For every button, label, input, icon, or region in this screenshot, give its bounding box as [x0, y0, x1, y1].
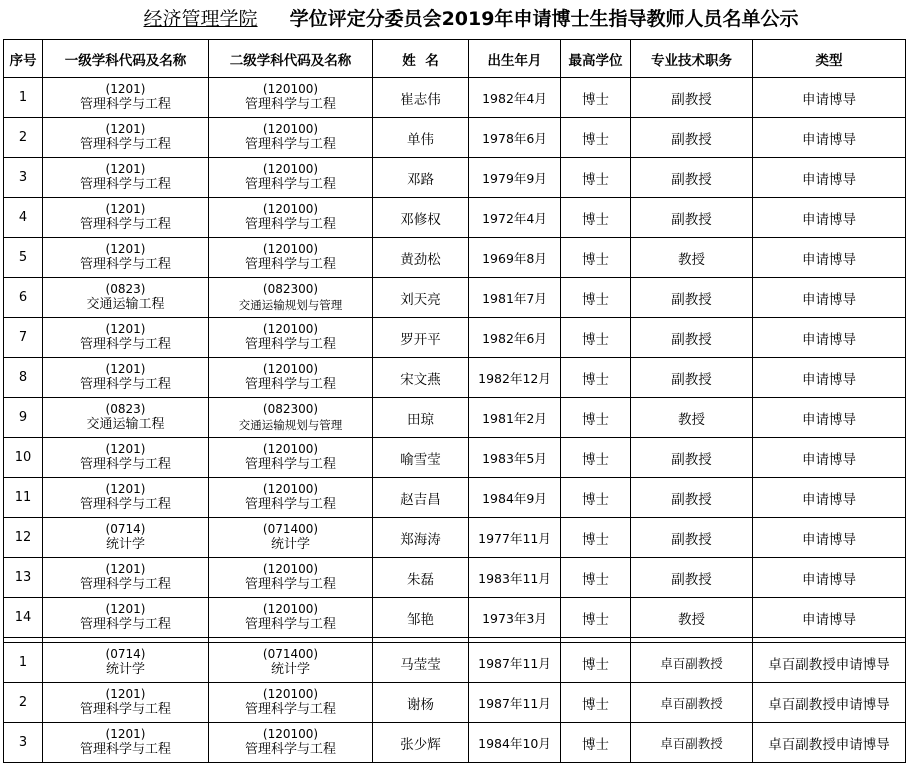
cell-title: 副教授: [631, 198, 753, 238]
table-row: [4, 78, 906, 118]
table-row: [4, 478, 906, 518]
discipline-1-name: 管理科学与工程: [79, 377, 171, 392]
discipline-1-code: (0823): [105, 402, 146, 416]
header-discipline-2: 二级学科代码及名称: [209, 40, 373, 78]
cell-discipline-1: [43, 158, 209, 198]
cell-degree: 博士: [561, 518, 631, 558]
school-name: 经济管理学院: [143, 8, 258, 30]
discipline-1-name: 管理科学与工程: [79, 177, 171, 192]
cell-type: 卓百副教授申请博导: [753, 683, 906, 723]
table-row: [4, 518, 906, 558]
discipline-2-code: (120100): [262, 322, 319, 336]
cell-birth: 1981年7月: [469, 278, 561, 318]
cell-discipline-2: [209, 158, 373, 198]
cell-type: 申请博导: [753, 518, 906, 558]
discipline-1-code: (1201): [105, 242, 146, 256]
cell-discipline-1: [43, 518, 209, 558]
cell-seq: 13: [4, 558, 43, 598]
discipline-1-name: 管理科学与工程: [79, 702, 171, 717]
discipline-2-name: 管理科学与工程: [244, 257, 336, 272]
cell-seq: 2: [4, 118, 43, 158]
table-row: [4, 683, 906, 723]
discipline-2-code: (120100): [262, 602, 319, 616]
discipline-1-code: (0823): [105, 282, 146, 296]
cell-discipline-2: [209, 518, 373, 558]
table-body-group-1: [4, 78, 906, 638]
cell-name: 邓修权: [373, 198, 469, 238]
cell-seq: 1: [4, 643, 43, 683]
cell-type: 申请博导: [753, 198, 906, 238]
cell-seq: 6: [4, 278, 43, 318]
cell-discipline-2: [209, 118, 373, 158]
discipline-1-name: 管理科学与工程: [79, 97, 171, 112]
cell-title: 教授: [631, 238, 753, 278]
discipline-2-name: 管理科学与工程: [244, 702, 336, 717]
discipline-2-code: (120100): [262, 727, 319, 741]
cell-name: 朱磊: [373, 558, 469, 598]
discipline-2-code: (120100): [262, 162, 319, 176]
cell-type: 申请博导: [753, 238, 906, 278]
table-row: [4, 158, 906, 198]
cell-discipline-1: [43, 478, 209, 518]
cell-type: 申请博导: [753, 358, 906, 398]
discipline-1-code: (1201): [105, 322, 146, 336]
discipline-1-name: 管理科学与工程: [79, 742, 171, 757]
cell-discipline-1: [43, 238, 209, 278]
cell-title: 卓百副教授: [631, 643, 753, 683]
cell-discipline-1: [43, 278, 209, 318]
table-row: [4, 118, 906, 158]
cell-discipline-1: [43, 643, 209, 683]
cell-title: 卓百副教授: [631, 683, 753, 723]
cell-discipline-1: [43, 598, 209, 638]
cell-type: 申请博导: [753, 78, 906, 118]
cell-seq: 14: [4, 598, 43, 638]
discipline-2-name: 管理科学与工程: [244, 497, 336, 512]
cell-seq: 10: [4, 438, 43, 478]
discipline-2-name: 统计学: [270, 662, 310, 677]
cell-discipline-2: [209, 78, 373, 118]
cell-name: 邓路: [373, 158, 469, 198]
cell-discipline-2: [209, 398, 373, 438]
discipline-1-name: 交通运输工程: [86, 417, 165, 432]
discipline-1-code: (1201): [105, 162, 146, 176]
discipline-2-name: 管理科学与工程: [244, 377, 336, 392]
cell-title: 副教授: [631, 78, 753, 118]
cell-type: 申请博导: [753, 558, 906, 598]
cell-degree: 博士: [561, 278, 631, 318]
cell-name: 田琼: [373, 398, 469, 438]
cell-degree: 博士: [561, 318, 631, 358]
cell-type: 申请博导: [753, 158, 906, 198]
header-seq: 序号: [4, 40, 43, 78]
cell-discipline-1: [43, 723, 209, 763]
table-row: [4, 358, 906, 398]
cell-name: 单伟: [373, 118, 469, 158]
cell-birth: 1972年4月: [469, 198, 561, 238]
discipline-1-code: (1201): [105, 82, 146, 96]
cell-type: 申请博导: [753, 318, 906, 358]
cell-title: 副教授: [631, 118, 753, 158]
cell-title: 副教授: [631, 158, 753, 198]
cell-discipline-1: [43, 198, 209, 238]
cell-title: 副教授: [631, 318, 753, 358]
cell-name: 罗开平: [373, 318, 469, 358]
page-title: [0, 4, 910, 34]
discipline-1-name: 管理科学与工程: [79, 337, 171, 352]
cell-type: 申请博导: [753, 438, 906, 478]
discipline-2-name: 管理科学与工程: [244, 137, 336, 152]
discipline-2-name: 管理科学与工程: [244, 337, 336, 352]
cell-degree: 博士: [561, 118, 631, 158]
cell-degree: 博士: [561, 683, 631, 723]
discipline-1-name: 管理科学与工程: [79, 217, 171, 232]
applicant-table: [3, 39, 906, 763]
discipline-2-code: (120100): [262, 122, 319, 136]
discipline-1-code: (1201): [105, 562, 146, 576]
cell-title: 副教授: [631, 558, 753, 598]
discipline-2-name: 管理科学与工程: [244, 177, 336, 192]
header-degree: 最高学位: [561, 40, 631, 78]
discipline-1-code: (1201): [105, 687, 146, 701]
cell-title: 副教授: [631, 478, 753, 518]
cell-name: 宋文燕: [373, 358, 469, 398]
table-row: [4, 318, 906, 358]
cell-birth: 1969年8月: [469, 238, 561, 278]
cell-name: 郑海涛: [373, 518, 469, 558]
discipline-1-name: 管理科学与工程: [79, 577, 171, 592]
title-text: 学位评定分委员会2019年申请博士生指导教师人员名单公示: [289, 8, 799, 30]
cell-birth: 1983年5月: [469, 438, 561, 478]
cell-type: 申请博导: [753, 398, 906, 438]
cell-degree: 博士: [561, 198, 631, 238]
discipline-2-code: (120100): [262, 362, 319, 376]
cell-birth: 1984年10月: [469, 723, 561, 763]
cell-seq: 3: [4, 723, 43, 763]
cell-discipline-1: [43, 438, 209, 478]
cell-type: 卓百副教授申请博导: [753, 723, 906, 763]
table-row: [4, 278, 906, 318]
cell-degree: 博士: [561, 238, 631, 278]
cell-birth: 1984年9月: [469, 478, 561, 518]
discipline-1-name: 管理科学与工程: [79, 257, 171, 272]
discipline-1-code: (1201): [105, 727, 146, 741]
discipline-2-code: (120100): [262, 482, 319, 496]
cell-birth: 1979年9月: [469, 158, 561, 198]
discipline-2-name: 管理科学与工程: [244, 457, 336, 472]
cell-degree: 博士: [561, 158, 631, 198]
header-discipline-1: 一级学科代码及名称: [43, 40, 209, 78]
header-birth: 出生年月: [469, 40, 561, 78]
discipline-2-code: (071400): [262, 522, 319, 536]
cell-discipline-2: [209, 478, 373, 518]
table-row: [4, 438, 906, 478]
cell-discipline-1: [43, 558, 209, 598]
cell-discipline-2: [209, 318, 373, 358]
discipline-2-name: 管理科学与工程: [244, 577, 336, 592]
cell-name: 崔志伟: [373, 78, 469, 118]
cell-title: 卓百副教授: [631, 723, 753, 763]
cell-degree: 博士: [561, 78, 631, 118]
cell-title: 副教授: [631, 358, 753, 398]
cell-name: 张少辉: [373, 723, 469, 763]
discipline-1-code: (1201): [105, 602, 146, 616]
discipline-1-name: 管理科学与工程: [79, 457, 171, 472]
cell-title: 副教授: [631, 438, 753, 478]
cell-name: 谢杨: [373, 683, 469, 723]
cell-seq: 1: [4, 78, 43, 118]
cell-degree: 博士: [561, 643, 631, 683]
cell-degree: 博士: [561, 358, 631, 398]
cell-seq: 12: [4, 518, 43, 558]
header-title: 专业技术职务: [631, 40, 753, 78]
cell-type: 申请博导: [753, 478, 906, 518]
cell-title: 教授: [631, 398, 753, 438]
cell-title: 副教授: [631, 278, 753, 318]
discipline-1-code: (1201): [105, 362, 146, 376]
cell-discipline-1: [43, 118, 209, 158]
header-type: 类型: [753, 40, 906, 78]
discipline-2-name: 管理科学与工程: [244, 742, 336, 757]
discipline-2-name: 交通运输规划与管理: [238, 298, 343, 312]
cell-discipline-1: [43, 78, 209, 118]
table-row: [4, 643, 906, 683]
table-row: [4, 598, 906, 638]
discipline-1-code: (0714): [105, 647, 146, 661]
discipline-2-code: (120100): [262, 442, 319, 456]
cell-seq: 5: [4, 238, 43, 278]
cell-type: 申请博导: [753, 278, 906, 318]
cell-seq: 7: [4, 318, 43, 358]
cell-name: 赵吉昌: [373, 478, 469, 518]
discipline-2-code: (082300): [262, 282, 319, 296]
discipline-2-code: (082300): [262, 402, 319, 416]
discipline-1-code: (1201): [105, 442, 146, 456]
cell-name: 喻雪莹: [373, 438, 469, 478]
discipline-2-code: (120100): [262, 202, 319, 216]
discipline-2-code: (071400): [262, 647, 319, 661]
cell-discipline-1: [43, 358, 209, 398]
discipline-2-name: 管理科学与工程: [244, 97, 336, 112]
discipline-2-code: (120100): [262, 687, 319, 701]
discipline-2-code: (120100): [262, 242, 319, 256]
table-row: [4, 723, 906, 763]
cell-discipline-2: [209, 683, 373, 723]
discipline-1-code: (1201): [105, 202, 146, 216]
cell-type: 申请博导: [753, 598, 906, 638]
cell-discipline-2: [209, 358, 373, 398]
discipline-1-name: 管理科学与工程: [79, 617, 171, 632]
discipline-1-code: (0714): [105, 522, 146, 536]
cell-birth: 1987年11月: [469, 643, 561, 683]
discipline-2-code: (120100): [262, 562, 319, 576]
table-row: [4, 238, 906, 278]
cell-discipline-2: [209, 598, 373, 638]
cell-name: 马莹莹: [373, 643, 469, 683]
discipline-2-name: 统计学: [270, 537, 310, 552]
cell-degree: 博士: [561, 438, 631, 478]
cell-discipline-1: [43, 318, 209, 358]
discipline-2-name: 管理科学与工程: [244, 217, 336, 232]
cell-birth: 1982年12月: [469, 358, 561, 398]
cell-birth: 1981年2月: [469, 398, 561, 438]
cell-type: 卓百副教授申请博导: [753, 643, 906, 683]
cell-discipline-2: [209, 643, 373, 683]
cell-degree: 博士: [561, 558, 631, 598]
cell-degree: 博士: [561, 723, 631, 763]
cell-discipline-2: [209, 723, 373, 763]
cell-discipline-1: [43, 398, 209, 438]
cell-discipline-2: [209, 278, 373, 318]
cell-discipline-2: [209, 438, 373, 478]
header-name: 姓 名: [373, 40, 469, 78]
cell-seq: 11: [4, 478, 43, 518]
cell-degree: 博士: [561, 398, 631, 438]
discipline-1-name: 管理科学与工程: [79, 137, 171, 152]
cell-discipline-2: [209, 198, 373, 238]
cell-birth: 1982年6月: [469, 318, 561, 358]
cell-seq: 2: [4, 683, 43, 723]
cell-type: 申请博导: [753, 118, 906, 158]
discipline-1-name: 交通运输工程: [86, 297, 165, 312]
cell-name: 邹艳: [373, 598, 469, 638]
cell-birth: 1987年11月: [469, 683, 561, 723]
cell-birth: 1977年11月: [469, 518, 561, 558]
cell-degree: 博士: [561, 598, 631, 638]
cell-name: 刘天亮: [373, 278, 469, 318]
discipline-1-name: 统计学: [105, 537, 145, 552]
cell-seq: 4: [4, 198, 43, 238]
cell-seq: 3: [4, 158, 43, 198]
discipline-1-name: 统计学: [105, 662, 145, 677]
discipline-1-code: (1201): [105, 482, 146, 496]
cell-discipline-1: [43, 683, 209, 723]
discipline-1-name: 管理科学与工程: [79, 497, 171, 512]
table-row: [4, 558, 906, 598]
cell-title: 教授: [631, 598, 753, 638]
cell-name: 黄劲松: [373, 238, 469, 278]
cell-seq: 8: [4, 358, 43, 398]
table-row: [4, 198, 906, 238]
table-body-group-2: [4, 643, 906, 763]
discipline-2-name: 管理科学与工程: [244, 617, 336, 632]
cell-birth: 1978年6月: [469, 118, 561, 158]
discipline-2-name: 交通运输规划与管理: [238, 418, 343, 432]
discipline-2-code: (120100): [262, 82, 319, 96]
table-row: [4, 398, 906, 438]
cell-birth: 1973年3月: [469, 598, 561, 638]
cell-seq: 9: [4, 398, 43, 438]
discipline-1-code: (1201): [105, 122, 146, 136]
cell-discipline-2: [209, 238, 373, 278]
cell-discipline-2: [209, 558, 373, 598]
cell-title: 副教授: [631, 518, 753, 558]
cell-birth: 1982年4月: [469, 78, 561, 118]
header-row: [4, 40, 906, 78]
cell-birth: 1983年11月: [469, 558, 561, 598]
cell-degree: 博士: [561, 478, 631, 518]
